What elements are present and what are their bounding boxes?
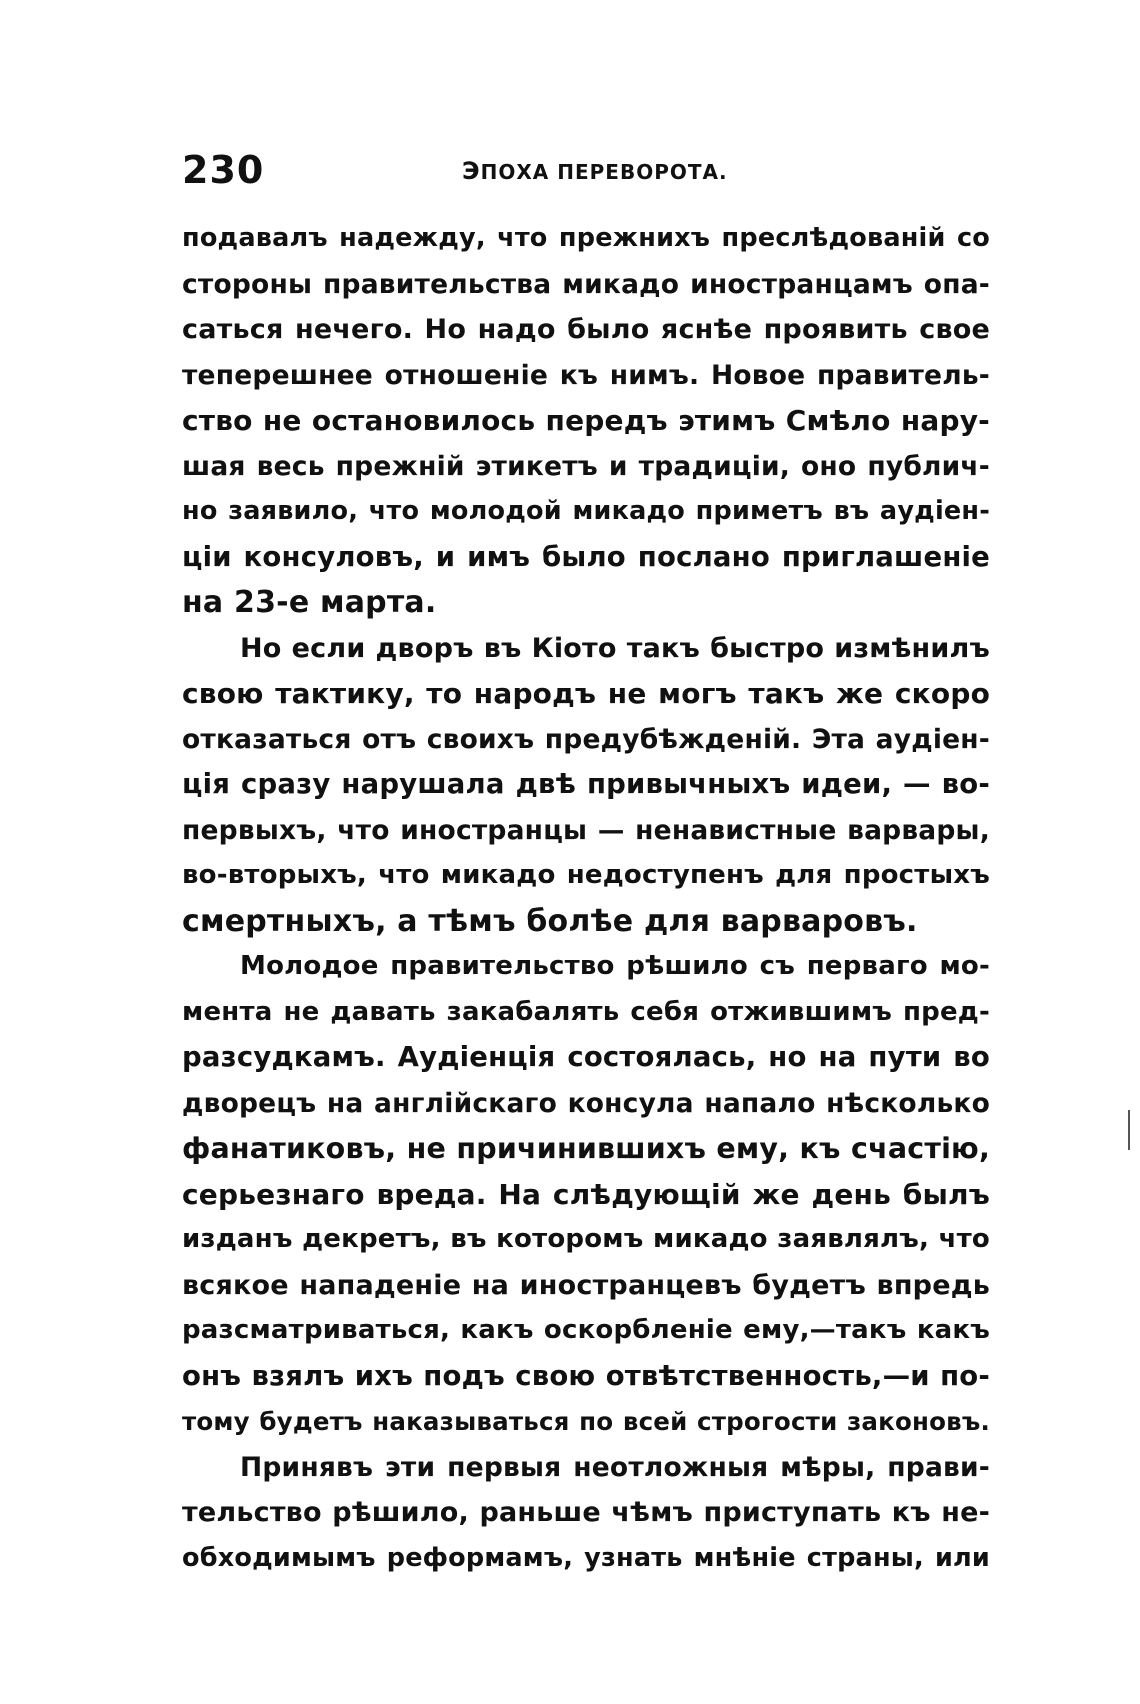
running-head-rest: ПОХА ПЕРЕВОРОТА. <box>480 160 728 184</box>
text-line: Но если дворъ въ Кіото такъ быстро измѣнилъ <box>240 632 990 664</box>
text-line: теперешнее отношеніе къ нимъ. Новое правитель- <box>182 359 990 391</box>
scan-artifact <box>1128 1110 1130 1150</box>
text-line: но заявило, что молодой микадо приметъ въ аудіен- <box>182 496 990 526</box>
text-line: во-вторыхъ, что микадо недоступенъ для простыхъ <box>182 860 990 890</box>
text-line: серьезнаго вреда. На слѣдующій же день былъ <box>182 1177 990 1211</box>
text-line: смертныхъ, а тѣмъ болѣе для варваровъ. <box>182 903 918 939</box>
text-line: обходимымъ реформамъ, узнать мнѣніе страны, или <box>182 1542 990 1573</box>
text-line: стороны правительства микадо иностранцамъ опа- <box>182 268 990 300</box>
text-line: тельство рѣшило, раньше чѣмъ приступать къ не- <box>182 1497 990 1528</box>
text-line: на 23-е марта. <box>182 585 437 620</box>
body-text <box>182 216 990 1581</box>
text-line: ція сразу нарушала двѣ привычныхъ идеи, — во- <box>182 768 990 800</box>
text-line: подавалъ надежду, что прежнихъ преслѣдованій со <box>182 223 990 253</box>
text-line: всякое нападеніе на иностранцевъ будетъ впредь <box>182 1269 990 1301</box>
running-head <box>462 157 728 185</box>
text-line: шая весь прежній этикетъ и традиціи, оно публич- <box>182 450 990 482</box>
text-line: разсудкамъ. Аудіенція состоялась, но на пути во <box>182 1041 990 1073</box>
text-line: отказаться отъ своихъ предубѣжденій. Эта аудіен- <box>182 723 990 755</box>
text-line: Принявъ эти первыя неотложныя мѣры, прави- <box>240 1451 990 1483</box>
text-line: первыхъ, что иностранцы — ненавистные варвары, <box>182 814 990 846</box>
text-line: ціи консуловъ, и имъ было послано приглашеніе <box>182 540 990 573</box>
text-line: ство не остановилось передъ этимъ Смѣло нару- <box>182 404 990 437</box>
text-line: тому будетъ наказываться по всей строгости законовъ. <box>182 1407 990 1436</box>
text-line: фанатиковъ, не причинившихъ ему, къ счастію, <box>182 1132 990 1165</box>
page-number: 230 <box>182 148 265 192</box>
text-line: изданъ декретъ, въ которомъ микадо заявлялъ, что <box>182 1224 990 1254</box>
text-line: свою тактику, то народъ не могъ такъ же скоро <box>182 677 990 710</box>
text-line: дворецъ на англійскаго консула напало нѣсколько <box>182 1087 990 1119</box>
text-line: мента не давать закабалять себя отжившимъ пред- <box>182 996 990 1027</box>
text-line: саться нечего. Но надо было яснѣе проявить свое <box>182 314 990 345</box>
running-head-initial: Э <box>462 157 481 185</box>
text-line: Молодое правительство рѣшило съ перваго мо- <box>240 951 990 981</box>
page-header <box>182 148 990 198</box>
text-line: разсматриваться, какъ оскорбленіе ему,—такъ какъ <box>182 1315 990 1345</box>
text-line: онъ взялъ ихъ подъ свою отвѣтственность,—и по- <box>182 1359 990 1392</box>
